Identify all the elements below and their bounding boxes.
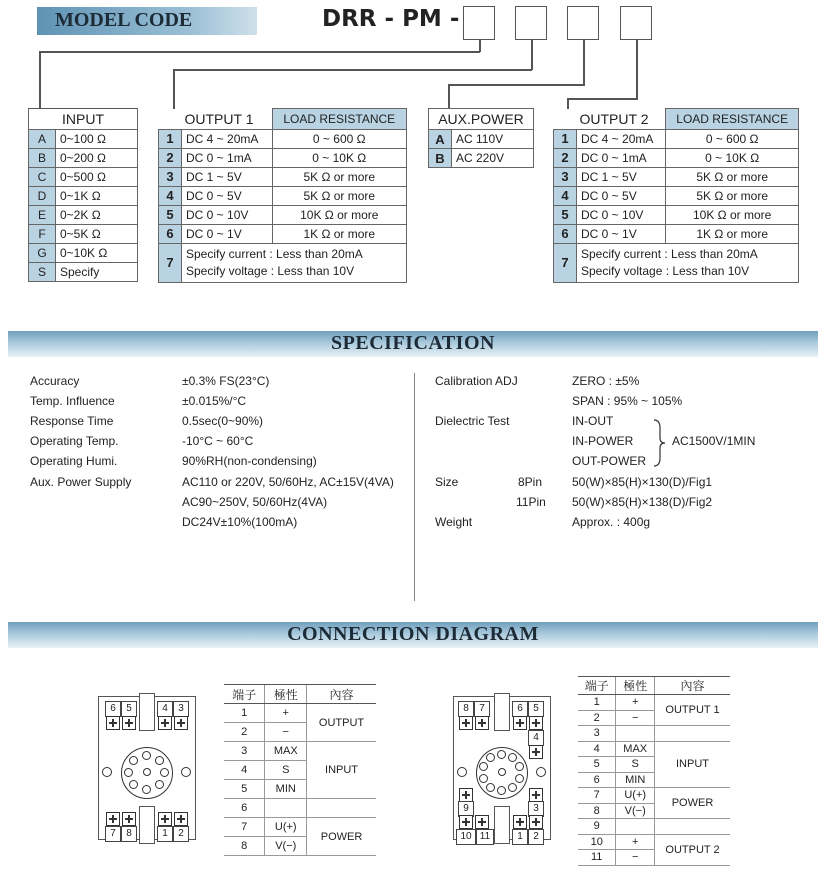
screw-icon — [122, 716, 136, 730]
input-row: E 0~2K Ω — [29, 206, 138, 225]
output2-row: 7 Specify current : Less than 20mA Specify voltage : Less than 10V — [554, 243, 799, 282]
output1-row: 7 Specify current : Less than 20mA Specify voltage : Less than 10V — [159, 243, 407, 282]
screw-icon — [106, 812, 120, 826]
spec-value: AC90~250V, 50/60Hz(4VA) — [182, 495, 328, 509]
specification-banner — [8, 331, 818, 357]
aux-row: B AC 220V — [429, 149, 534, 168]
spec-label: 11Pin — [516, 495, 546, 509]
input-row: G 0~10K Ω — [29, 244, 138, 263]
pin-icon — [508, 753, 517, 762]
code-box-input — [463, 6, 495, 40]
spec-label: Operating Humi. — [30, 454, 118, 468]
table-row: 8 V(−) — [578, 803, 730, 819]
socket-slot — [494, 693, 510, 731]
spec-value: 50(W)×85(H)×130(D)/Fig1 — [572, 475, 713, 489]
terminal-number: 2 — [528, 829, 544, 845]
terminal-number: 7 — [105, 826, 121, 842]
brace-icon — [652, 418, 666, 468]
spec-value: ±0.015%/°C — [182, 394, 247, 408]
input-row: B 0~200 Ω — [29, 149, 138, 168]
output1-row: 1 DC 4 ~ 20mA 0 ~ 600 Ω — [159, 129, 407, 148]
socket-slot — [494, 806, 510, 844]
terminal-number: 7 — [474, 701, 490, 717]
terminal-number: 2 — [173, 826, 189, 842]
model-code-prefix: DRR - PM - — [322, 6, 460, 32]
socket-slot — [139, 806, 155, 844]
pin-icon — [160, 768, 169, 777]
terminal-table-8pin — [224, 684, 376, 856]
output1-specify-current: Specify current : Less than 20mA — [186, 246, 363, 261]
table-row: 4 MAX INPUT — [578, 741, 730, 757]
output2-row: 4 DC 0 ~ 5V 5K Ω or more — [554, 186, 799, 205]
output2-row: 2 DC 0 ~ 1mA 0 ~ 10K Ω — [554, 148, 799, 167]
pin-icon — [508, 783, 517, 792]
spec-label: Accuracy — [30, 374, 80, 388]
terminal-number: 9 — [458, 801, 474, 817]
output1-row: 2 DC 0 ~ 1mA 0 ~ 10K Ω — [159, 148, 407, 167]
spec-value: 90%RH(non-condensing) — [182, 454, 317, 468]
table-row: 7 U(+) POWER — [578, 788, 730, 804]
table-row: 1 + OUTPUT 1 — [578, 695, 730, 711]
table-row: 3 — [578, 726, 730, 742]
pin-icon — [142, 751, 151, 760]
terminal-number: 1 — [157, 826, 173, 842]
spec-value: 0.5sec(0~90%) — [182, 414, 264, 428]
spec-label: Calibration ADJ — [435, 374, 518, 388]
table-row: 5 MIN — [224, 780, 376, 799]
pin-icon — [129, 756, 138, 765]
spec-label: Response Time — [30, 414, 114, 428]
spec-value: -10°C ~ 60°C — [182, 434, 254, 448]
table-row: 6 — [224, 799, 376, 818]
screw-icon — [475, 716, 489, 730]
spec-label: Size — [435, 475, 459, 489]
screw-icon — [459, 788, 473, 802]
code-box-aux — [567, 6, 599, 40]
spec-label: Aux. Power Supply — [30, 475, 132, 489]
input-row: C 0~500 Ω — [29, 168, 138, 187]
aux-power-title: AUX.POWER — [429, 109, 534, 130]
specification-title: SPECIFICATION — [331, 332, 495, 354]
col-header: 極性 — [616, 677, 655, 695]
mount-hole-icon — [102, 767, 112, 777]
screw-icon — [174, 812, 188, 826]
output2-row: 6 DC 0 ~ 1V 1K Ω or more — [554, 224, 799, 243]
spec-value: ±0.3% FS(23°C) — [182, 374, 270, 388]
spec-value: AC1500V/1MIN — [672, 434, 756, 448]
output1-table — [158, 108, 407, 283]
pin-icon — [497, 750, 506, 759]
table-row: 5 S — [578, 757, 730, 773]
input-title: INPUT — [29, 109, 138, 130]
code-box-output2 — [620, 6, 652, 40]
input-table — [28, 108, 138, 282]
table-row: 9 — [578, 819, 730, 835]
col-header: 內容 — [307, 685, 376, 704]
terminal-table-11pin — [578, 676, 730, 866]
output1-specify-voltage: Specify voltage : Less than 10V — [186, 263, 355, 278]
pin-icon — [486, 783, 495, 792]
mount-hole-icon — [457, 767, 467, 777]
terminal-number: 5 — [528, 701, 544, 717]
output2-title: OUTPUT 2 — [554, 109, 666, 130]
group-label: OUTPUT 2 — [655, 834, 731, 865]
table-row: 1 + OUTPUT — [224, 704, 376, 723]
output2-load-header: LOAD RESISTANCE — [666, 109, 799, 130]
screw-icon — [459, 815, 473, 829]
terminal-number: 6 — [105, 701, 121, 717]
spec-value: DC24V±10%(100mA) — [182, 515, 298, 529]
spec-label: Dielectric Test — [435, 414, 510, 428]
key-icon — [498, 768, 506, 776]
terminal-number: 4 — [157, 701, 173, 717]
group-label: INPUT — [307, 742, 376, 799]
screw-icon — [174, 716, 188, 730]
table-row: 7 U(+) POWER — [224, 818, 376, 837]
spec-value: OUT-POWER — [572, 454, 646, 468]
table-row: 6 MIN — [578, 772, 730, 788]
output1-row: 3 DC 1 ~ 5V 5K Ω or more — [159, 167, 407, 186]
pin-icon — [515, 762, 524, 771]
col-header: 內容 — [655, 677, 731, 695]
output1-row: 4 DC 0 ~ 5V 5K Ω or more — [159, 186, 407, 205]
pin-icon — [155, 756, 164, 765]
screw-icon — [529, 745, 543, 759]
terminal-number: 6 — [512, 701, 528, 717]
terminal-number: 3 — [173, 701, 189, 717]
screw-icon — [513, 716, 527, 730]
screw-icon — [158, 716, 172, 730]
terminal-number: 1 — [512, 829, 528, 845]
mount-hole-icon — [181, 767, 191, 777]
output1-title: OUTPUT 1 — [159, 109, 273, 130]
spec-value: SPAN : 95% ~ 105% — [572, 394, 683, 408]
input-row: A 0~100 Ω — [29, 130, 138, 149]
group-label: POWER — [307, 818, 376, 856]
pin-icon — [497, 786, 506, 795]
terminal-number: 8 — [458, 701, 474, 717]
model-code-banner — [37, 7, 257, 35]
col-header: 極性 — [265, 685, 307, 704]
table-row: 2 − — [578, 710, 730, 726]
mount-hole-icon — [536, 767, 546, 777]
screw-icon — [529, 716, 543, 730]
screw-icon — [513, 815, 527, 829]
output2-row: 5 DC 0 ~ 10V 10K Ω or more — [554, 205, 799, 224]
screw-icon — [158, 812, 172, 826]
screw-icon — [459, 716, 473, 730]
pin-icon — [155, 780, 164, 789]
spec-label: Operating Temp. — [30, 434, 119, 448]
spec-value: 50(W)×85(H)×138(D)/Fig2 — [572, 495, 713, 509]
output1-load-header: LOAD RESISTANCE — [272, 109, 406, 130]
output2-table — [553, 108, 799, 283]
group-label: POWER — [655, 788, 731, 819]
terminal-number: 11 — [476, 829, 494, 845]
screw-icon — [106, 716, 120, 730]
input-row: F 0~5K Ω — [29, 225, 138, 244]
pin-icon — [479, 774, 488, 783]
table-row: 3 MAX INPUT — [224, 742, 376, 761]
pin-icon — [124, 768, 133, 777]
col-header: 端子 — [224, 685, 265, 704]
input-row: S Specify — [29, 263, 138, 282]
input-row: D 0~1K Ω — [29, 187, 138, 206]
screw-icon — [529, 788, 543, 802]
table-row: 8 V(−) — [224, 837, 376, 856]
output2-specify-voltage: Specify voltage : Less than 10V — [581, 263, 750, 278]
output1-row: 5 DC 0 ~ 10V 10K Ω or more — [159, 205, 407, 224]
spec-label: Weight — [435, 515, 473, 529]
output2-row: 1 DC 4 ~ 20mA 0 ~ 600 Ω — [554, 129, 799, 148]
screw-icon — [529, 815, 543, 829]
connection-title: CONNECTION DIAGRAM — [287, 623, 539, 645]
pin-icon — [479, 762, 488, 771]
terminal-number: 4 — [528, 730, 544, 746]
spec-divider — [414, 373, 415, 601]
pin-icon — [142, 785, 151, 794]
terminal-number: 8 — [121, 826, 137, 842]
screw-icon — [122, 812, 136, 826]
output1-row: 6 DC 0 ~ 1V 1K Ω or more — [159, 224, 407, 243]
spec-value: IN-POWER — [572, 434, 634, 448]
col-header: 端子 — [578, 677, 616, 695]
output2-specify-current: Specify current : Less than 20mA — [581, 246, 758, 261]
model-code-title: MODEL CODE — [55, 9, 193, 31]
screw-icon — [475, 815, 489, 829]
table-row: 10 + OUTPUT 2 — [578, 834, 730, 850]
spec-value: IN-OUT — [572, 414, 614, 428]
pin-icon — [486, 753, 495, 762]
terminal-number: 5 — [121, 701, 137, 717]
spec-label: Temp. Influence — [30, 394, 115, 408]
spec-value: Approx. : 400g — [572, 515, 651, 529]
table-row: 2 − — [224, 723, 376, 742]
group-label: INPUT — [655, 741, 731, 788]
key-icon — [143, 768, 151, 776]
aux-power-table — [428, 108, 534, 168]
terminal-number: 3 — [528, 801, 544, 817]
pin-icon — [515, 774, 524, 783]
aux-row: A AC 110V — [429, 130, 534, 149]
code-box-output1 — [515, 6, 547, 40]
group-label: OUTPUT — [307, 704, 376, 742]
table-row: 4 S — [224, 761, 376, 780]
output2-row: 3 DC 1 ~ 5V 5K Ω or more — [554, 167, 799, 186]
spec-value: AC110 or 220V, 50/60Hz, AC±15V(4VA) — [182, 475, 394, 489]
spec-label: 8Pin — [518, 475, 543, 489]
group-label: OUTPUT 1 — [655, 695, 731, 726]
table-row: 11 − — [578, 850, 730, 866]
socket-slot — [139, 693, 155, 731]
pin-icon — [129, 780, 138, 789]
spec-value: ZERO : ±5% — [572, 374, 640, 388]
terminal-number: 10 — [456, 829, 476, 845]
connection-banner — [8, 622, 818, 648]
